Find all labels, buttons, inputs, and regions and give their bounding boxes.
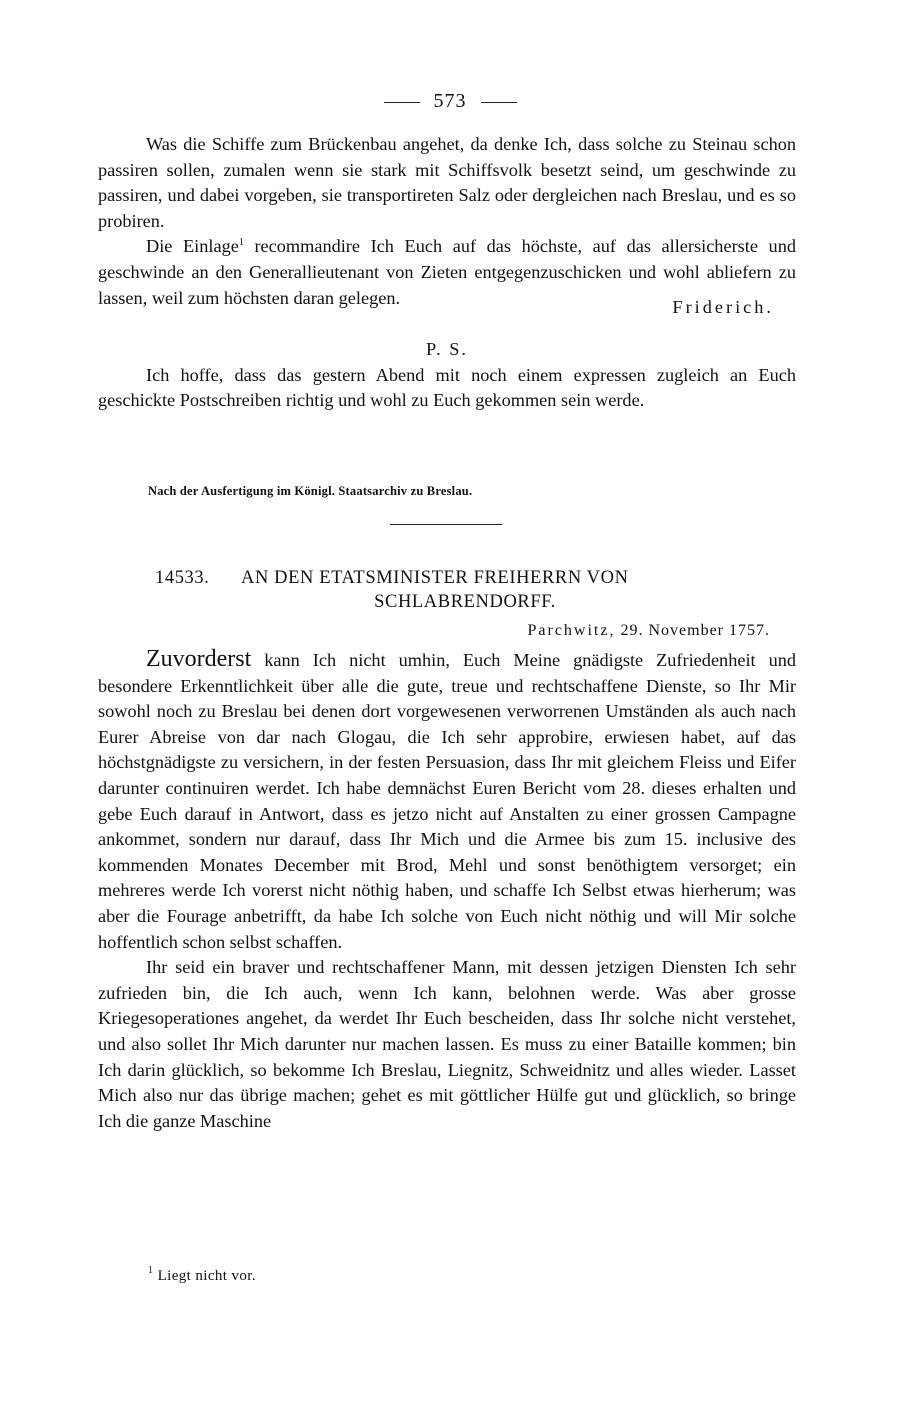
enclosure-lead: Die Einlage bbox=[146, 236, 239, 257]
postscript-label: P. S. bbox=[425, 339, 469, 360]
heading-line-2: SCHLABRENDORFF. bbox=[374, 592, 556, 612]
heading-line-1: AN DEN ETATSMINISTER FREIHERRN VON bbox=[241, 568, 629, 588]
source-note: Nach der Ausfertigung im Königl. Staatsarchiv zu Breslau. bbox=[148, 484, 473, 498]
letter-heading bbox=[155, 566, 775, 614]
page-number: 573 bbox=[433, 90, 467, 112]
enclosure-text: recommandire Ich Euch auf das höchste, auf das allersicherste und geschwinde an den Generallieutenant von Zieten entgegenzuschicken und wohl abliefern zu lassen, weil zum höchsten daran gelegen. bbox=[98, 236, 796, 308]
paragraph-brave-man: Ihr seid ein braver und rechtschaffener Mann, mit dessen jetzigen Diensten Ich sehr zufrieden bin, die Ich auch, wenn Ich kann, belohnen werde. Was aber grosse Kriegesoperationes angehet, da werdet Ihr Euch bescheiden, dass Ihr solche nicht verstehet, und also sollet Ihr Mich darunter nur machen lassen. Es muss zu einer Bataille kommen; bin Ich darin glücklich, so bekomme Ich Breslau, Liegnitz, Schweidnitz und alles wieder. Lasset Mich also nur das übrige machen; gehet es mit göttlicher Hülfe gut und glücklich, so bringe Ich die ganze Maschine bbox=[98, 957, 796, 1131]
paragraph-gratitude-text: kann Ich nicht umhin, Euch Meine gnädigste Zufriedenheit und besondere Erkenntlichkeit über alle die gute, treue und rechtschaffene Dienste, so Ihr Mir sowohl noch zu Breslau bei denen dort vorgewesenen verworrenen Umständen als auch nach Eurer Abreise von dar nach Glogau, die Ich sehr approbire, erwiesen habet, auf das höchstgnädigste zu versichern, in der festen Persuasion, dass Ihr mit gleichem Fleiss und Eifer darunter continuiren werdet. Ich habe demnächst Euren Bericht vom 28. dieses erhalten und gebe Euch darauf in Antwort, dass es jetzo nicht auf Anstalten zu einer grossen Campagne ankommet, sondern nur darauf, dass Ihr Mich und die Armee bis zum 15. inclusive des kommenden Monates December mit Brod, Mehl und sonst benöthigtem versorget; ein mehreres werde Ich vorerst nicht nöthig haben, und schaffe Ich Selbst etwas hierherum; was aber die Fourage anbetrifft, da habe Ich solche von Euch nicht nöthig und will Mir solche hoffentlich schon selbst schaffen. bbox=[98, 650, 796, 952]
paragraph-gratitude bbox=[98, 647, 796, 955]
signature: Friderich. bbox=[672, 297, 774, 318]
postscript-text: Ich hoffe, dass das gestern Abend mit noch einem expressen zugleich an Euch geschickte Postschreiben richtig und wohl zu Euch gekommen sein werde. bbox=[98, 364, 796, 411]
opening-word: Zuvorderst bbox=[146, 646, 252, 672]
page-header bbox=[0, 90, 900, 113]
letter-14533-body bbox=[98, 647, 796, 1134]
dateline bbox=[527, 622, 770, 640]
dateline-date: 29. November 1757. bbox=[620, 622, 770, 639]
dateline-place: Parchwitz, bbox=[527, 622, 616, 639]
signature-row bbox=[98, 297, 796, 333]
footnote-text: Liegt nicht vor. bbox=[157, 1268, 257, 1284]
footnote-reference: 1 bbox=[238, 237, 244, 249]
letter-number: 14533. bbox=[155, 568, 210, 588]
footnote bbox=[148, 1265, 257, 1285]
section-divider bbox=[390, 524, 502, 525]
header-rule-left bbox=[384, 102, 420, 103]
footnote-marker: 1 bbox=[148, 1265, 154, 1276]
letter-14532-body bbox=[98, 132, 796, 414]
header-rule-right bbox=[481, 102, 517, 103]
paragraph-ships: Was die Schiffe zum Brückenbau angehet, da denke Ich, dass solche zu Steinau schon passiren sollen, zumalen wenn sie stark mit Schiffsvolk besetzt seind, um geschwinde zu passiren, und dabei vorgeben, sie transportireten Salz oder dergleichen nach Breslau, und es so probiren. bbox=[98, 134, 796, 231]
